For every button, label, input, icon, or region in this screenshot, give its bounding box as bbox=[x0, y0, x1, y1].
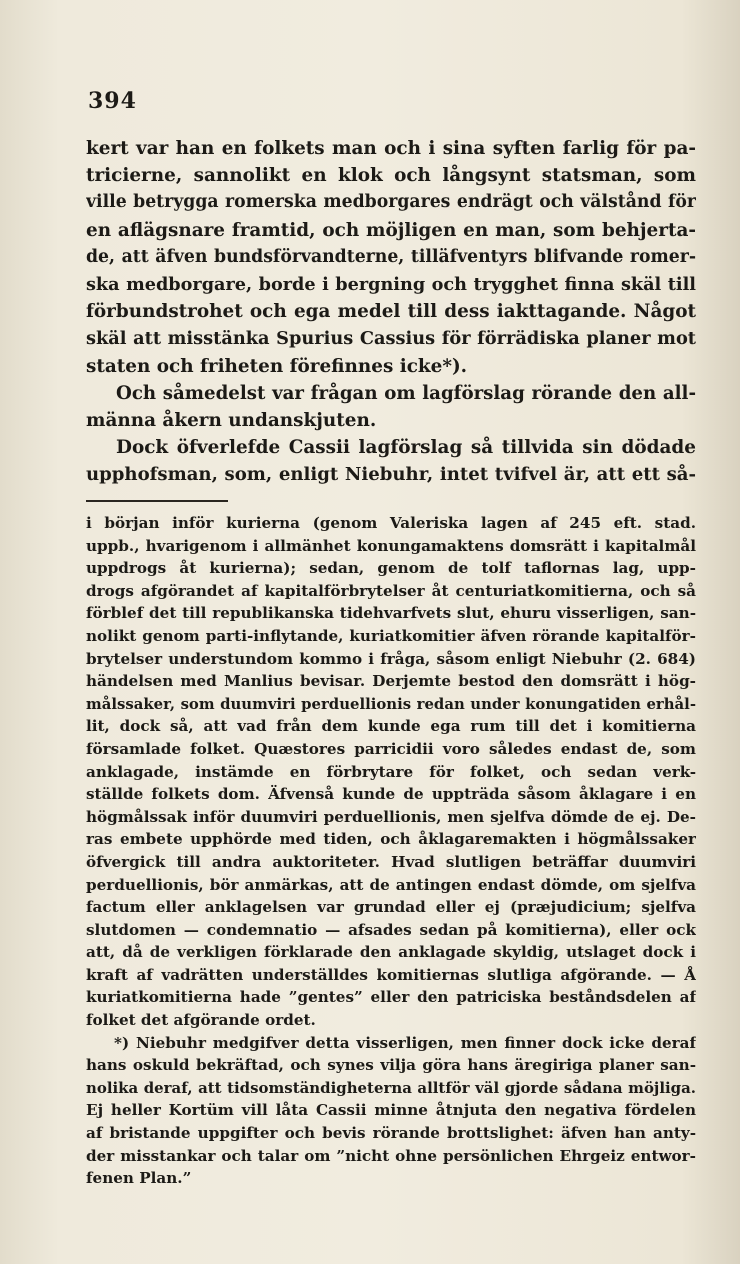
main-line: ska medborgare, borde i bergning och trygghet finna skäl till bbox=[86, 274, 696, 296]
footnote-line: nolika deraf, att tidsomständigheterna alltför väl gjorde sådana möjliga. bbox=[86, 1078, 696, 1097]
footnote-line: Ej heller Kortüm vill låta Cassii minne åtnjuta den negativa fördelen bbox=[86, 1101, 696, 1120]
footnote-line: factum eller anklagelsen var grundad eller ej (præjudicium; sjelfva bbox=[86, 898, 696, 917]
footnote-line: perduellionis, bör anmärkas, att de antingen endast dömde, om sjelfva bbox=[86, 875, 696, 894]
main-line: staten och friheten förefinnes icke*). bbox=[86, 355, 468, 377]
footnote-line: öfvergick till andra auktoriteter. Hvad slutligen beträffar duumviri bbox=[86, 852, 696, 871]
footnote-line: *) Niebuhr medgifver detta visserligen, men finner dock icke deraf bbox=[114, 1033, 696, 1052]
footnote-line: lit, dock så, att vad från dem kunde ega rum till det i komitierna bbox=[86, 717, 696, 736]
footnote-line: högmålssak inför duumviri perduellionis, men sjelfva dömde de ej. De- bbox=[86, 807, 696, 826]
footnote-line: drogs afgörandet af kapitalförbrytelser åt centuriatkomitierna, och så bbox=[86, 581, 696, 600]
main-line: upphofsman, som, enligt Niebuhr, intet tvifvel är, att ett så- bbox=[86, 464, 696, 486]
footnote-line: förblef det till republikanska tidehvarfvets slut, ehuru visserligen, san- bbox=[86, 604, 696, 623]
main-line: männa åkern undanskjuten. bbox=[86, 410, 377, 432]
main-line: kert var han en folkets man och i sina syften farlig för pa- bbox=[86, 138, 696, 159]
footnote-line: fenen Plan.” bbox=[86, 1169, 192, 1188]
footnote-line: folket det afgörande ordet. bbox=[86, 1011, 316, 1030]
main-line: Dock öfverlefde Cassii lagförslag så tillvida sin dödade bbox=[116, 437, 696, 459]
footnote-line: att, då de verkligen förklarade den anklagade skyldig, utslaget dock i bbox=[86, 943, 696, 962]
footnote-line: händelsen med Manlius bevisar. Derjemte bestod den domsrätt i hög- bbox=[86, 672, 696, 691]
footnote-line: brytelser understundom kommo i fråga, såsom enligt Niebuhr (2. 684) bbox=[86, 649, 696, 668]
footnote-line: målssaker, som duumviri perduellionis redan under konungatiden erhål- bbox=[86, 694, 696, 713]
main-line: tricierne, sannolikt en klok och långsynt statsman, som bbox=[86, 165, 696, 187]
footnote-line: anklagade, instämde en förbrytare för folket, och sedan verk- bbox=[86, 762, 696, 781]
footnote-line: af bristande uppgifter och bevis rörande brottslighet: äfven han anty- bbox=[86, 1124, 696, 1143]
footnote-line: kuriatkomitierna hade ”gentes” eller den patriciska beståndsdelen af bbox=[86, 988, 696, 1007]
footnote-line: der misstankar och talar om ”nicht ohne persönlichen Ehrgeiz entwor- bbox=[86, 1146, 696, 1165]
main-line: de, att äfven bundsförvandterne, tilläfventyrs blifvande romer- bbox=[86, 246, 696, 267]
footnote-line: uppb., hvarigenom i allmänhet konungamaktens domsrätt i kapitalmål bbox=[86, 536, 696, 555]
footnote-line: kraft af vadrätten underställdes komitiernas slutliga afgörande. — Å bbox=[86, 965, 696, 984]
main-line: ville betrygga romerska medborgares endrägt och välstånd för bbox=[86, 192, 696, 213]
footnote-line: hans oskuld bekräftad, och synes vilja göra hans äregiriga planer san- bbox=[86, 1056, 696, 1075]
footnote-divider bbox=[86, 500, 228, 502]
footnote-line: slutdomen — condemnatio — afsades sedan på komitierna), eller ock bbox=[86, 920, 696, 939]
footnote-line: uppdrogs åt kurierna); sedan, genom de tolf taflornas lag, upp- bbox=[86, 559, 696, 578]
footnotes bbox=[86, 512, 696, 1190]
main-line: Och såmedelst var frågan om lagförslag rörande den all- bbox=[116, 382, 696, 404]
main-line: en aflägsnare framtid, och möjligen en man, som behjerta- bbox=[86, 219, 696, 241]
footnote-line: ras embete upphörde med tiden, och åklagaremakten i högmålssaker bbox=[86, 830, 696, 849]
footnote-line: församlade folket. Quæstores parricidii voro således endast de, som bbox=[86, 739, 696, 758]
main-text bbox=[86, 135, 696, 489]
footnote-line: nolikt genom parti-inflytande, kuriatkomitier äfven rörande kapitalför- bbox=[86, 626, 696, 645]
footnote-line: i början inför kurierna (genom Valeriska lagen af 245 eft. stad. bbox=[86, 514, 696, 532]
main-line: skäl att misstänka Spurius Cassius för förrädiska planer mot bbox=[86, 328, 696, 350]
main-line: förbundstrohet och ega medel till dess iakttagande. Något bbox=[86, 301, 696, 323]
page-number: 394 bbox=[88, 88, 137, 114]
footnote-line: ställde folkets dom. Äfvenså kunde de uppträda såsom åklagare i en bbox=[86, 785, 696, 804]
